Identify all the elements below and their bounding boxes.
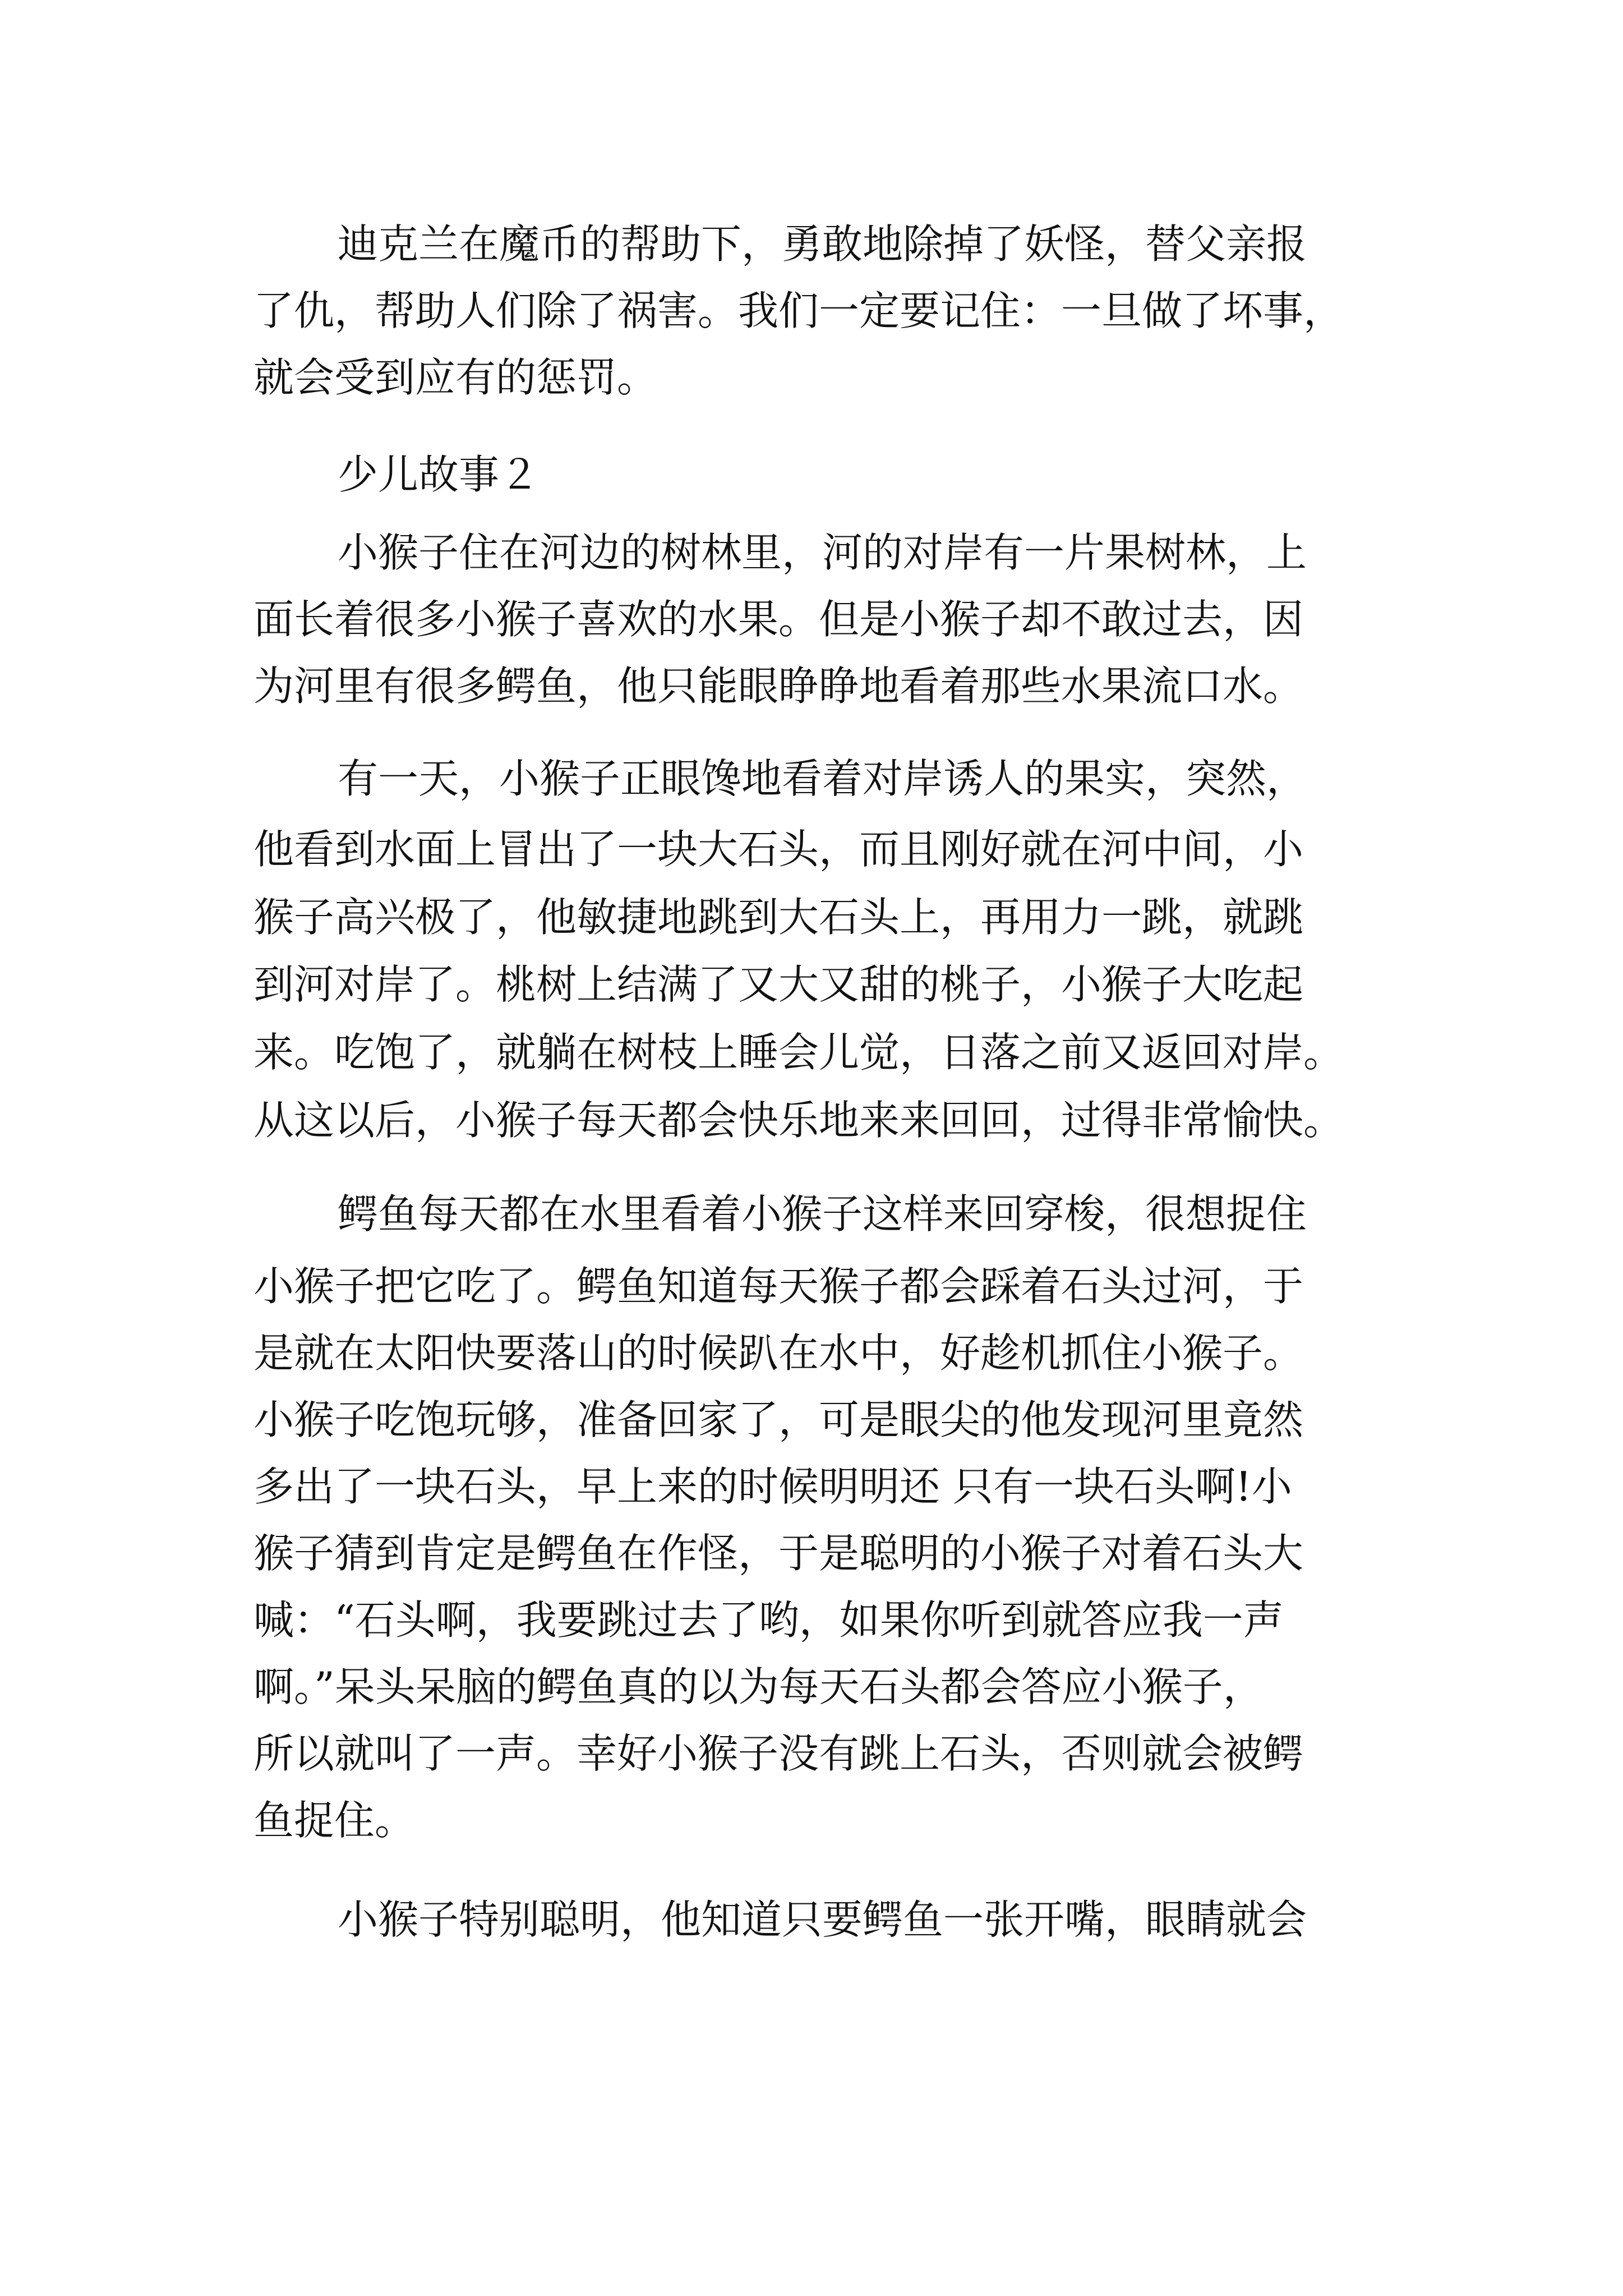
text-line: 为河里有很多鳄鱼，他只能眼睁睁地看着那些水果流口水。 <box>253 662 1304 710</box>
text-line: 猴子猜到肯定是鳄鱼在作怪，于是聪明的小猴子对着石头大 <box>253 1530 1304 1577</box>
text-line: 到河对岸了。桃树上结满了又大又甜的桃子，小猴子大吃起 <box>253 961 1304 1008</box>
text-line: 小猴子吃饱玩够，准备回家了，可是眼尖的他发现河里竟然 <box>253 1396 1304 1443</box>
text-line: 他看到水面上冒出了一块大石头，而且刚好就在河中间，小 <box>253 826 1304 873</box>
text-line: 小猴子特别聪明，他知道只要鳄鱼一张开嘴，眼睛就会 <box>338 1896 1307 1943</box>
text-line: 小猴子住在河边的树林里，河的对岸有一片果树林，上 <box>338 529 1307 576</box>
section-heading: 少儿故事２ <box>338 451 540 498</box>
text-line: 鳄鱼每天都在水里看着小猴子这样来回穿梭，很想捉住 <box>338 1190 1307 1237</box>
text-line: 所以就叫了一声。幸好小猴子没有跳上石头，否则就会被鳄 <box>253 1730 1304 1777</box>
text-line: 啊。”呆头呆脑的鳄鱼真的以为每天石头都会答应小猴子， <box>253 1663 1264 1710</box>
text-line: 猴子高兴极了，他敏捷地跳到大石头上，再用力一跳，就跳 <box>253 894 1304 941</box>
text-line: 从这以后，小猴子每天都会快乐地来来回回，过得非常愉快。 <box>253 1097 1344 1144</box>
text-line: 了仇，帮助人们除了祸害。我们一定要记住：一旦做了坏事， <box>253 287 1344 334</box>
text-line: 来。吃饱了，就躺在树枝上睡会儿觉，日落之前又返回对岸。 <box>253 1029 1344 1076</box>
text-line: 有一天，小猴子正眼馋地看着对岸诱人的果实，突然， <box>338 755 1307 802</box>
text-line: 鱼捉住。 <box>253 1797 416 1844</box>
text-line: 小猴子把它吃了。鳄鱼知道每天猴子都会踩着石头过河，于 <box>253 1263 1304 1310</box>
text-line: 就会受到应有的惩罚。 <box>253 354 658 401</box>
text-line: 迪克兰在魔币的帮助下，勇敢地除掉了妖怪，替父亲报 <box>338 220 1307 268</box>
text-line: 是就在太阳快要落山的时候趴在水中，好趁机抓住小猴子。 <box>253 1329 1304 1377</box>
text-line: 多出了一块石头，早上来的时候明明还 只有一块石头啊!小 <box>253 1463 1292 1510</box>
text-line: 面长着很多小猴子喜欢的水果。但是小猴子却不敢过去，因 <box>253 596 1304 643</box>
text-line: 喊：“石头啊，我要跳过去了哟，如果你听到就答应我一声 <box>253 1596 1284 1644</box>
